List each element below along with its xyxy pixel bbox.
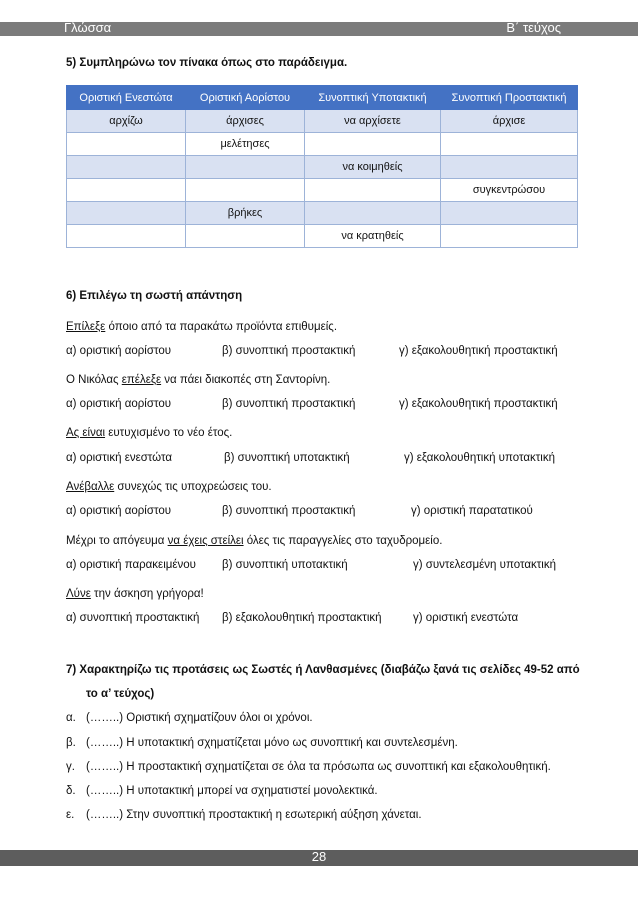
table-cell[interactable] [67, 202, 186, 225]
option-a[interactable]: α) οριστική αορίστου [66, 345, 172, 357]
underlined-verb: Ας είναι [66, 427, 106, 439]
page-footer [0, 850, 638, 866]
table-cell: αρχίζω [67, 110, 186, 133]
table-cell[interactable] [305, 179, 441, 202]
q5-title: 5) Συμπληρώνω τον πίνακα όπως στο παράδειγμα. [66, 57, 348, 69]
table-cell: να αρχίσετε [305, 110, 441, 133]
item-text: (……..) Στην συνοπτική προστακτική η εσωτερική αύξηση χάνεται. [86, 809, 422, 821]
table-cell[interactable] [67, 179, 186, 202]
option-b[interactable]: β) εξακολουθητική προστακτική [222, 612, 382, 624]
table-cell[interactable] [441, 133, 578, 156]
underlined-verb: επέλεξε [121, 374, 162, 386]
q7-item [66, 737, 458, 749]
table-cell: συγκεντρώσου [441, 179, 578, 202]
sentence-text: Ο Νικόλας [66, 374, 122, 386]
header-volume: Β΄ τεύχος [506, 20, 561, 35]
col-header: Συνοπτική Υποτακτική [305, 86, 441, 110]
table-row [67, 202, 578, 225]
sentence-text: συνεχώς τις υποχρεώσεις του. [114, 481, 272, 493]
table-row [67, 225, 578, 248]
q7-title-cont: το α’ τεύχος) [86, 688, 155, 700]
table-cell: άρχισε [441, 110, 578, 133]
option-a[interactable]: α) οριστική ενεστώτα [66, 452, 173, 464]
option-c[interactable]: γ) οριστική παρατατικού [411, 505, 533, 517]
option-c[interactable]: γ) οριστική ενεστώτα [413, 612, 519, 624]
page-number: 28 [311, 849, 327, 864]
q6-title: 6) Επιλέγω τη σωστή απάντηση [66, 290, 243, 302]
item-label: β. [66, 737, 76, 749]
sentence-text: την άσκηση γρήγορα! [90, 588, 204, 600]
verb-table [66, 85, 578, 248]
col-header: Οριστική Αορίστου [186, 86, 305, 110]
option-c[interactable]: γ) εξακολουθητική υποτακτική [404, 452, 555, 464]
option-b[interactable]: β) συνοπτική προστακτική [222, 398, 356, 410]
q7-item [66, 785, 378, 797]
q6-sentence [66, 427, 232, 439]
sentence-text: να πάει διακοπές στη Σαντορίνη. [161, 374, 331, 386]
underlined-verb: να έχεις στείλει [167, 535, 244, 547]
underlined-verb: Ανέβαλλε [66, 481, 115, 493]
item-text: (……..) Οριστική σχηματίζουν όλοι οι χρόνοι. [86, 712, 313, 724]
option-b[interactable]: β) συνοπτική υποτακτική [222, 559, 348, 571]
q6-sentence [66, 481, 272, 493]
option-c[interactable]: γ) συντελεσμένη υποτακτική [413, 559, 556, 571]
item-text: (……..) Η προστακτική σχηματίζεται σε όλα τα πρόσωπα ως συνοπτική και εξακολουθητική. [86, 761, 551, 773]
q6-sentence [66, 321, 337, 333]
table-row [67, 110, 578, 133]
item-label: α. [66, 712, 76, 724]
item-text: (……..) Η υποτακτική μπορεί να σχηματιστεί μονολεκτικά. [86, 785, 378, 797]
table-cell[interactable] [67, 156, 186, 179]
option-a[interactable]: α) συνοπτική προστακτική [66, 612, 200, 624]
table-cell[interactable] [441, 156, 578, 179]
table-cell: μελέτησες [186, 133, 305, 156]
option-b[interactable]: β) συνοπτική υποτακτική [224, 452, 350, 464]
verb-table-header [67, 86, 578, 110]
table-cell[interactable] [67, 133, 186, 156]
table-cell: βρήκες [186, 202, 305, 225]
table-row [67, 179, 578, 202]
q7-item [66, 761, 551, 773]
underlined-verb: Επίλεξε [66, 321, 106, 333]
table-cell: άρχισες [186, 110, 305, 133]
underlined-verb: Λύνε [66, 588, 91, 600]
table-cell[interactable] [67, 225, 186, 248]
sentence-text: ευτυχισμένο το νέο έτος. [105, 427, 233, 439]
q6-sentence [66, 588, 204, 600]
table-cell[interactable] [441, 225, 578, 248]
q7-title: 7) Χαρακτηρίζω τις προτάσεις ως Σωστές ή Λανθασμένες (διαβάζω ξανά τις σελίδες 49-52 από [66, 664, 580, 676]
table-cell: να κρατηθείς [305, 225, 441, 248]
col-header: Συνοπτική Προστακτική [441, 86, 578, 110]
col-header: Οριστική Ενεστώτα [67, 86, 186, 110]
option-a[interactable]: α) οριστική αορίστου [66, 398, 172, 410]
option-a[interactable]: α) οριστική παρακειμένου [66, 559, 196, 571]
sentence-text: Μέχρι το απόγευμα [66, 535, 168, 547]
item-label: γ. [66, 761, 75, 773]
table-cell[interactable] [441, 202, 578, 225]
item-label: δ. [66, 785, 76, 797]
option-b[interactable]: β) συνοπτική προστακτική [222, 345, 356, 357]
option-c[interactable]: γ) εξακολουθητική προστακτική [399, 345, 558, 357]
q7-item [66, 809, 422, 821]
table-cell[interactable] [305, 202, 441, 225]
table-cell: να κοιμηθείς [305, 156, 441, 179]
q6-sentence [66, 535, 442, 547]
header-subject: Γλώσσα [64, 20, 112, 35]
option-a[interactable]: α) οριστική αορίστου [66, 505, 172, 517]
item-text: (……..) Η υποτακτική σχηματίζεται μόνο ως συνοπτική και συντελεσμένη. [86, 737, 458, 749]
table-cell[interactable] [305, 133, 441, 156]
sentence-text: όλες τις παραγγελίες στο ταχυδρομείο. [243, 535, 443, 547]
table-row [67, 156, 578, 179]
sentence-text: όποιο από τα παρακάτω προϊόντα επιθυμείς. [105, 321, 338, 333]
page-header [0, 22, 638, 36]
option-c[interactable]: γ) εξακολουθητική προστακτική [399, 398, 558, 410]
table-cell[interactable] [186, 225, 305, 248]
table-cell[interactable] [186, 156, 305, 179]
q6-sentence [66, 374, 330, 386]
table-row [67, 133, 578, 156]
item-label: ε. [66, 809, 75, 821]
option-b[interactable]: β) συνοπτική προστακτική [222, 505, 356, 517]
q7-item [66, 712, 313, 724]
table-cell[interactable] [186, 179, 305, 202]
